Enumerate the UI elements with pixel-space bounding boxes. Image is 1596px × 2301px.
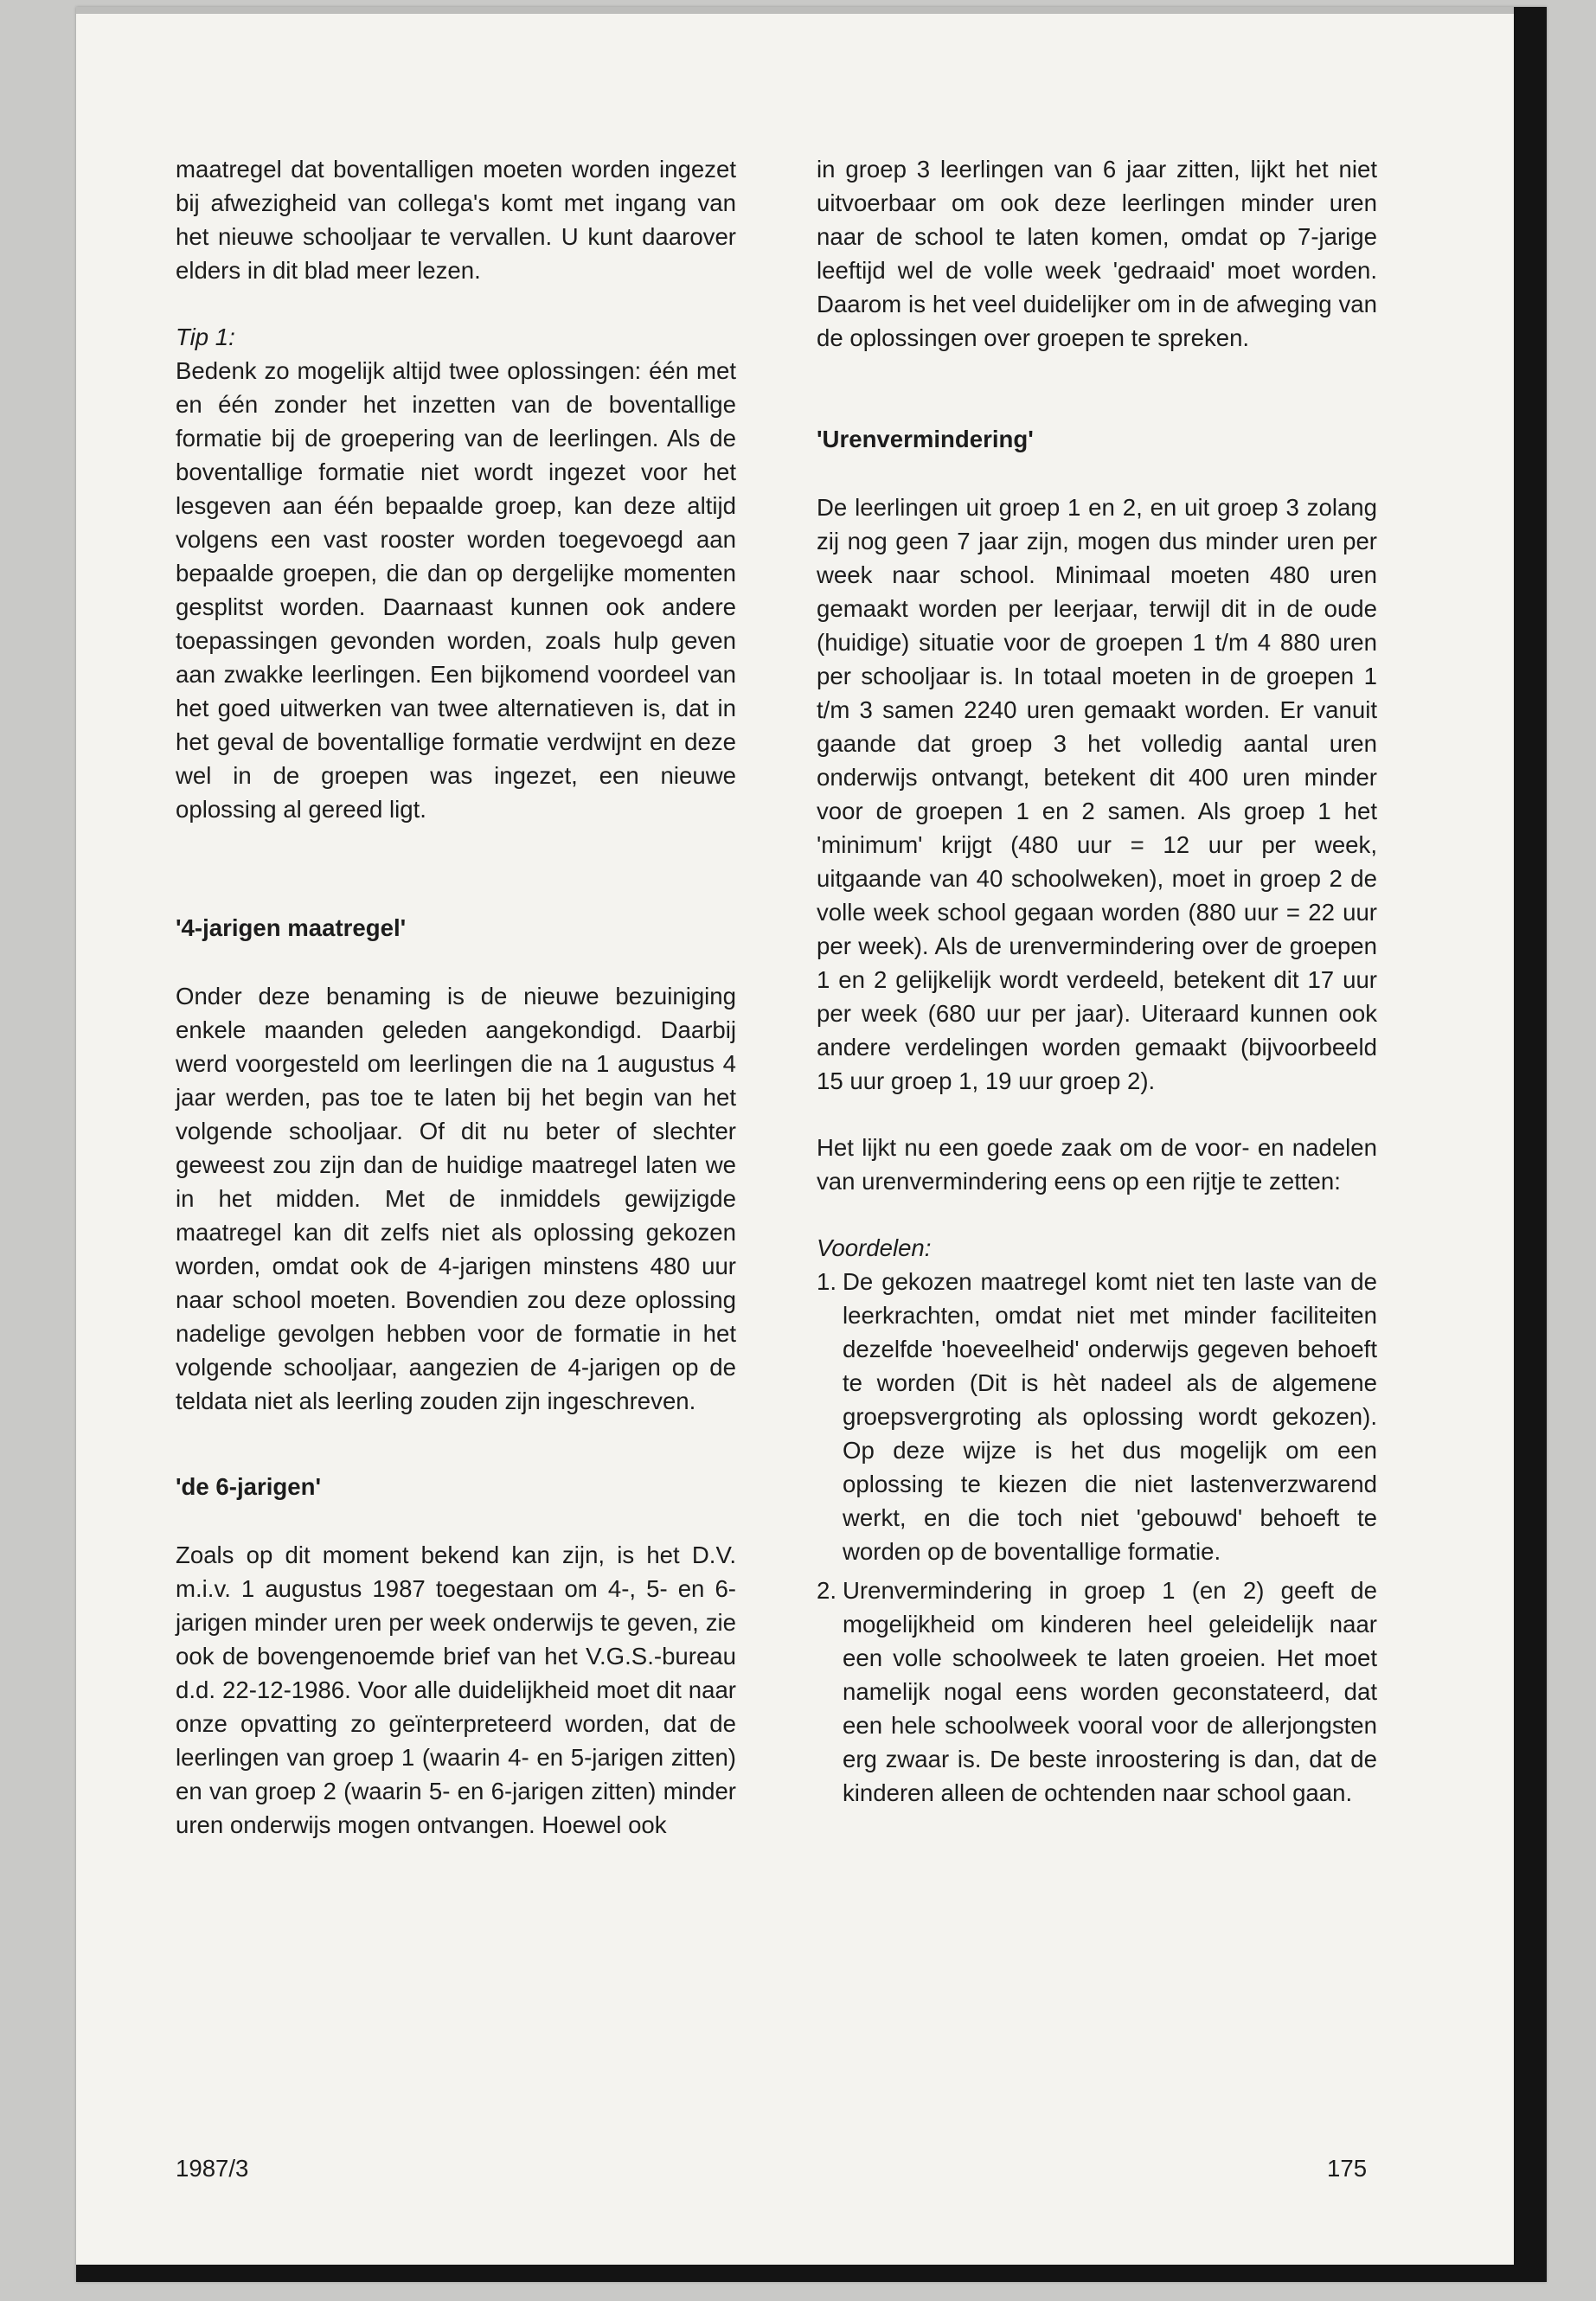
scan-edge-top — [76, 7, 1547, 14]
paragraph-voor-nadelen: Het lijkt nu een goede zaak om de voor- en nadelen van urenvermindering eens op een rijtje te zetten: — [817, 1134, 1377, 1195]
list-item-number: 1. — [817, 1268, 837, 1295]
scan-edge-right — [1514, 7, 1547, 2282]
paragraph-continued: in groep 3 leerlingen van 6 jaar zitten, lijkt het niet uitvoerbaar om ook deze leerlingen minder uren naar de school te laten komen, omdat op 7-jarige leeftijd wel de volle week 'gedraaid' moet worden. Daarom is het veel duidelijker om in de afweging van de oplossingen over groepen te spreken. — [817, 156, 1377, 351]
paragraph-4-jarigen: Onder deze benaming is de nieuwe bezuiniging enkele maanden geleden aangekondigd. Daarbij werd voorgesteld om leerlingen die na 1 augustus 4 jaar werden, pas toe te laten bij het begin van het volgende schooljaar. Of dit nu beter of slechter geweest zou zijn dan de huidige maatregel laten we in het midden. Met de inmiddels gewijzigde maatregel kan dit zelfs niet als oplossing gekozen worden, omdat ook de 4-jarigen minstens 480 uur naar school moeten. Bovendien zou deze oplossing nadelige gevolgen hebben voor de formatie in het volgende schooljaar, aangezien de 4-jarigen op de teldata niet als leerling zouden zijn ingeschreven. — [176, 983, 736, 1414]
paragraph-intro: maatregel dat boventalligen moeten worden ingezet bij afwezigheid van collega's komt met ingang van het nieuwe schooljaar te vervallen. U kunt daarover elders in dit blad meer lezen. — [176, 156, 736, 284]
spacer — [176, 1451, 736, 1470]
voordelen-label: Voordelen: — [817, 1234, 932, 1261]
heading-4-jarigen: '4-jarigen maatregel' — [176, 914, 407, 941]
left-column — [176, 152, 736, 1842]
voordelen-list — [817, 1265, 1377, 1810]
tip-label: Tip 1: — [176, 324, 235, 350]
heading-6-jarigen: 'de 6-jarigen' — [176, 1473, 322, 1500]
list-item-text: De gekozen maatregel komt niet ten laste van de leerkrachten, omdat niet met minder faciliteiten dezelfde 'hoeveelheid' onderwijs gegeven behoeft te worden (Dit is hèt nadeel als de algemene groepsvergroting als oplossing wordt gekozen). Op deze wijze is het dus mogelijk om een oplossing te kiezen die niet lastenverzwarend werkt, en die toch niet 'gebouwd' behoeft te worden op de boventallige formatie. — [843, 1268, 1377, 1565]
spacer — [176, 859, 736, 911]
paragraph-urenvermindering: De leerlingen uit groep 1 en 2, en uit groep 3 zolang zij nog geen 7 jaar zijn, mogen dus minder uren per week naar school. Minimaal moeten 480 uren gemaakt worden per leerjaar, terwijl dit in de oude (huidige) situatie voor de groepen 1 t/m 4 880 uren per schooljaar is. In totaal moeten in de groepen 1 t/m 3 samen 2240 uren gemaakt worden. Er vanuit gaande dat groep 3 het volledig aantal uren onderwijs ontvangt, betekent dit 400 uren minder voor de groepen 1 en 2 samen. Als groep 1 het 'minimum' krijgt (480 uur = 12 uur per week, uitgaande van 40 schoolweken), moet in groep 2 de volle week school gegaan worden (880 uur = 22 uur per week). Als de urenvermindering over de groepen 1 en 2 gelijkelijk wordt verdeeld, betekent dit 17 uur per week (680 uur per jaar). Uiteraard kunnen ook andere verdelingen worden gemaakt (bijvoorbeeld 15 uur groep 1, 19 uur groep 2). — [817, 494, 1377, 1094]
right-column — [817, 152, 1377, 1815]
list-item — [817, 1574, 1377, 1810]
list-item-text: Urenvermindering in groep 1 (en 2) geeft de mogelijkheid om kinderen heel geleidelijk naar een volle schoolweek te laten groeien. Het moet namelijk nogal eens worden geconstateerd, dat een hele schoolweek vooral voor de allerjongsten erg zwaar is. De beste inroostering is dan, dat de kinderen alleen de ochtenden naar school gaan. — [843, 1577, 1377, 1806]
paragraph-tip: Bedenk zo mogelijk altijd twee oplossingen: één met en één zonder het inzetten van de boventallige formatie bij de groepering van de leerlingen. Als de boventallige formatie niet wordt ingezet voor het lesgeven aan één bepaalde groep, kan deze altijd volgens een vast rooster worden toegevoegd aan bepaalde groepen, die dan op dergelijke momenten gesplitst worden. Daarnaast kunnen ook andere toepassingen gevonden worden, zoals hulp geven aan zwakke leerlingen. Een bijkomend voordeel van het goed uitwerken van twee alternatieven is, dat in het geval de boventallige formatie verdwijnt en deze wel in de groepen was ingezet, een nieuwe oplossing al gereed ligt. — [176, 357, 736, 823]
page-number: 175 — [1327, 2155, 1368, 2182]
list-item-number: 2. — [817, 1577, 837, 1604]
spacer — [817, 388, 1377, 422]
heading-urenvermindering: 'Urenvermindering' — [817, 426, 1034, 452]
scan-edge-bottom — [76, 2265, 1547, 2282]
paragraph-6-jarigen: Zoals op dit moment bekend kan zijn, is het D.V. m.i.v. 1 augustus 1987 toegestaan om 4-, 5- en 6-jarigen minder uren per week onderwijs te geven, zie ook de bovengenoemde brief van het V.G.S.-bureau d.d. 22-12-1986. Voor alle duidelijkheid moet dit naar onze opvatting zo geïnterpreteerd worden, dat de leerlingen van groep 1 (waarin 4- en 5-jarigen zitten) en van groep 2 (waarin 5- en 6-jarigen zitten) minder uren onderwijs mogen ontvangen. Hoewel ook — [176, 1541, 736, 1838]
scanned-page — [76, 7, 1547, 2282]
issue-number: 1987/3 — [176, 2155, 249, 2182]
list-item — [817, 1265, 1377, 1568]
